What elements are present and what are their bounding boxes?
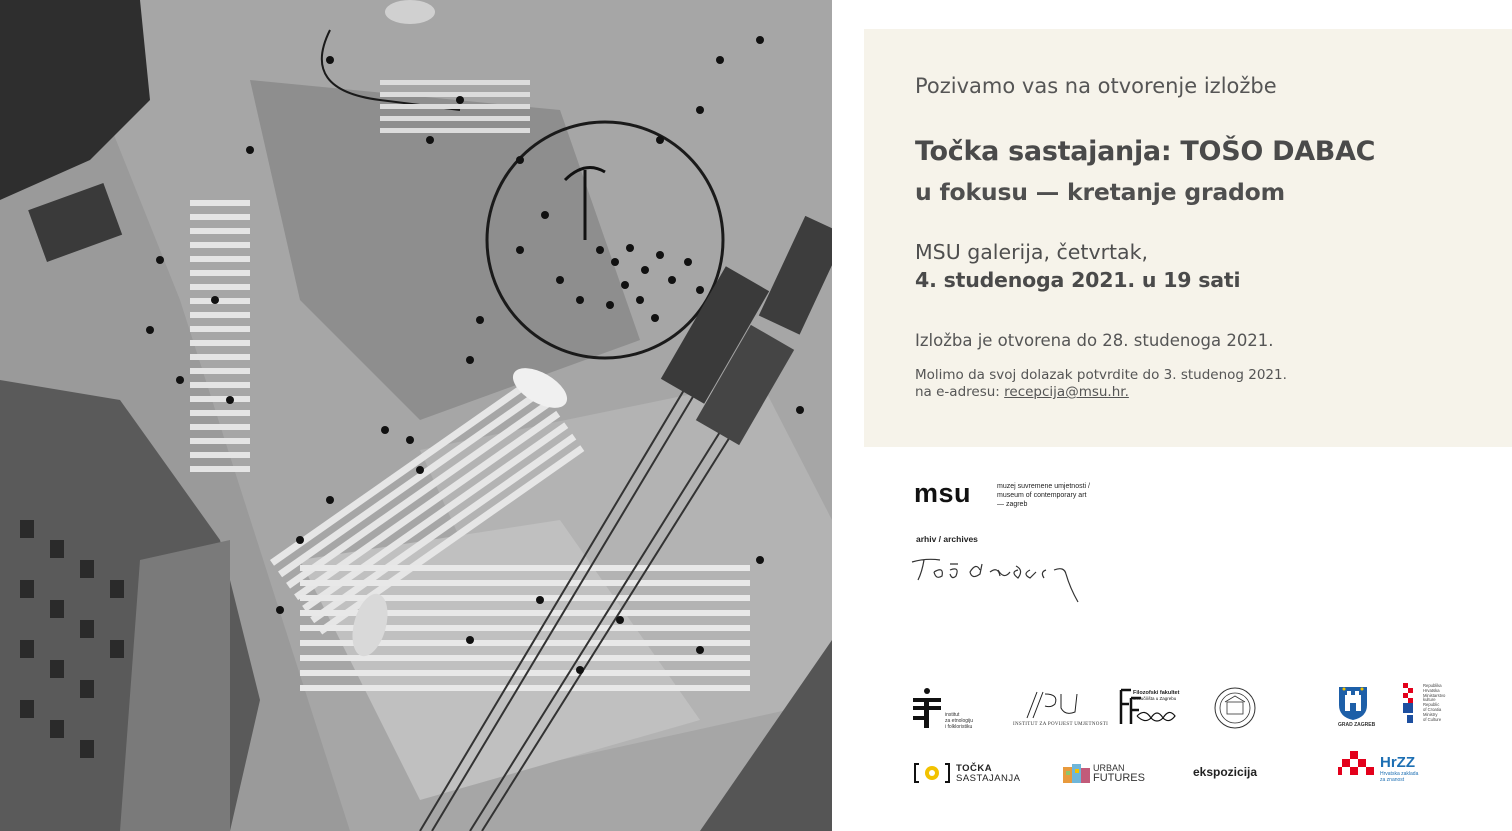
msu-desc-line2: museum of contemporary art xyxy=(997,492,1087,499)
archive-label: arhiv / archives xyxy=(916,534,978,544)
tocka-line2: SASTAJANJA xyxy=(956,773,1021,784)
ministry-line7: Ministry xyxy=(1423,711,1438,717)
hrzz-line2: za znanost xyxy=(1380,777,1405,783)
urban-futures-logo xyxy=(1062,761,1092,789)
toso-dabac-signature xyxy=(906,548,1091,612)
zagreb-coat-of-arms-icon xyxy=(1337,683,1369,721)
exhibition-open-until: Izložba je otvorena do 28. studenoga 2021. xyxy=(915,331,1274,350)
invitation-panel xyxy=(864,29,1512,447)
rsvp-email-link[interactable]: recepcija@msu.hr. xyxy=(1004,384,1129,400)
hrzz-subtitle xyxy=(1380,771,1418,783)
ff-line2: Sveučilišta u Zagrebu xyxy=(1133,696,1177,701)
urban-futures-text xyxy=(1093,763,1145,783)
university-seal-icon xyxy=(1212,686,1258,730)
ministry-logo-text xyxy=(1423,684,1445,722)
msu-desc-line1: muzej suvremene umjetnosti / xyxy=(997,483,1090,490)
university-seal-logo xyxy=(1212,686,1258,734)
ief-line1: institut xyxy=(945,712,960,718)
msu-logo-wordmark: msu xyxy=(914,478,972,508)
tocka-sastajanja-logo xyxy=(913,762,951,788)
exhibition-subtitle: u fokusu — kretanje gradom xyxy=(915,178,1285,206)
ief-line3: i folkloristiku xyxy=(945,724,973,730)
exhibition-venue: MSU galerija, četvrtak, xyxy=(915,240,1148,264)
ministry-line4: kulture xyxy=(1423,697,1436,703)
ff-line1: Filozofski fakultet xyxy=(1133,690,1180,696)
hrzz-checker-icon xyxy=(1338,751,1378,781)
uf-line1: URBAN xyxy=(1093,763,1125,773)
ief-logo-text xyxy=(945,712,973,730)
grad-zagreb-text: GRAD ZAGREB xyxy=(1338,722,1376,728)
signature-drawing xyxy=(906,548,1091,608)
ief-symbol-icon xyxy=(912,688,942,730)
rsvp-email-line xyxy=(915,384,1129,400)
exhibition-date: 4. studenoga 2021. u 19 sati xyxy=(915,268,1241,292)
ipu-logo xyxy=(1015,690,1095,726)
ministry-line5: Republic xyxy=(1423,702,1440,708)
hrzz-wordmark: HrZZ xyxy=(1380,754,1415,771)
ministry-line3: Ministarstvo xyxy=(1423,692,1446,698)
tocka-bracket-dot-icon xyxy=(913,762,951,784)
grad-zagreb-logo xyxy=(1337,683,1369,725)
invitation-intro: Pozivamo vas na otvorenje izložbe xyxy=(915,74,1277,98)
ief-line2: za etnologiju xyxy=(945,718,974,724)
msu-logo-description xyxy=(997,482,1090,509)
ministry-of-culture-logo xyxy=(1403,683,1421,729)
ipu-logo-text: INSTITUT ZA POVIJEST UMJETNOSTI xyxy=(1013,722,1109,727)
msu-desc-line3: — zagreb xyxy=(997,501,1028,508)
ief-logo xyxy=(912,688,942,734)
ipu-symbol-icon xyxy=(1015,690,1095,722)
ministry-line1: Republika xyxy=(1423,683,1442,688)
exhibition-title: Točka sastajanja: TOŠO DABAC xyxy=(915,136,1376,167)
ministry-line6: of Croatia xyxy=(1423,706,1442,712)
ff-logo-text xyxy=(1133,690,1179,702)
uf-line2: FUTURES xyxy=(1093,772,1145,784)
rsvp-note: Molimo da svoj dolazak potvrdite do 3. studenog 2021. xyxy=(915,367,1287,383)
email-prefix: na e-adresu: xyxy=(915,384,1005,400)
ministry-line2: Hrvatska xyxy=(1423,687,1440,693)
hrzz-line1: Hrvatska zaklada xyxy=(1380,771,1419,777)
ministry-line8: of Culture xyxy=(1423,716,1442,722)
hrzz-logo xyxy=(1338,751,1378,785)
croatian-checkerboard-icon xyxy=(1403,683,1421,725)
tocka-line1: TOČKA xyxy=(956,763,993,774)
tocka-logo-text xyxy=(956,764,1020,784)
urban-futures-cube-icon xyxy=(1062,761,1092,785)
ekspozicija-logo: ekspozicija xyxy=(1193,765,1258,779)
